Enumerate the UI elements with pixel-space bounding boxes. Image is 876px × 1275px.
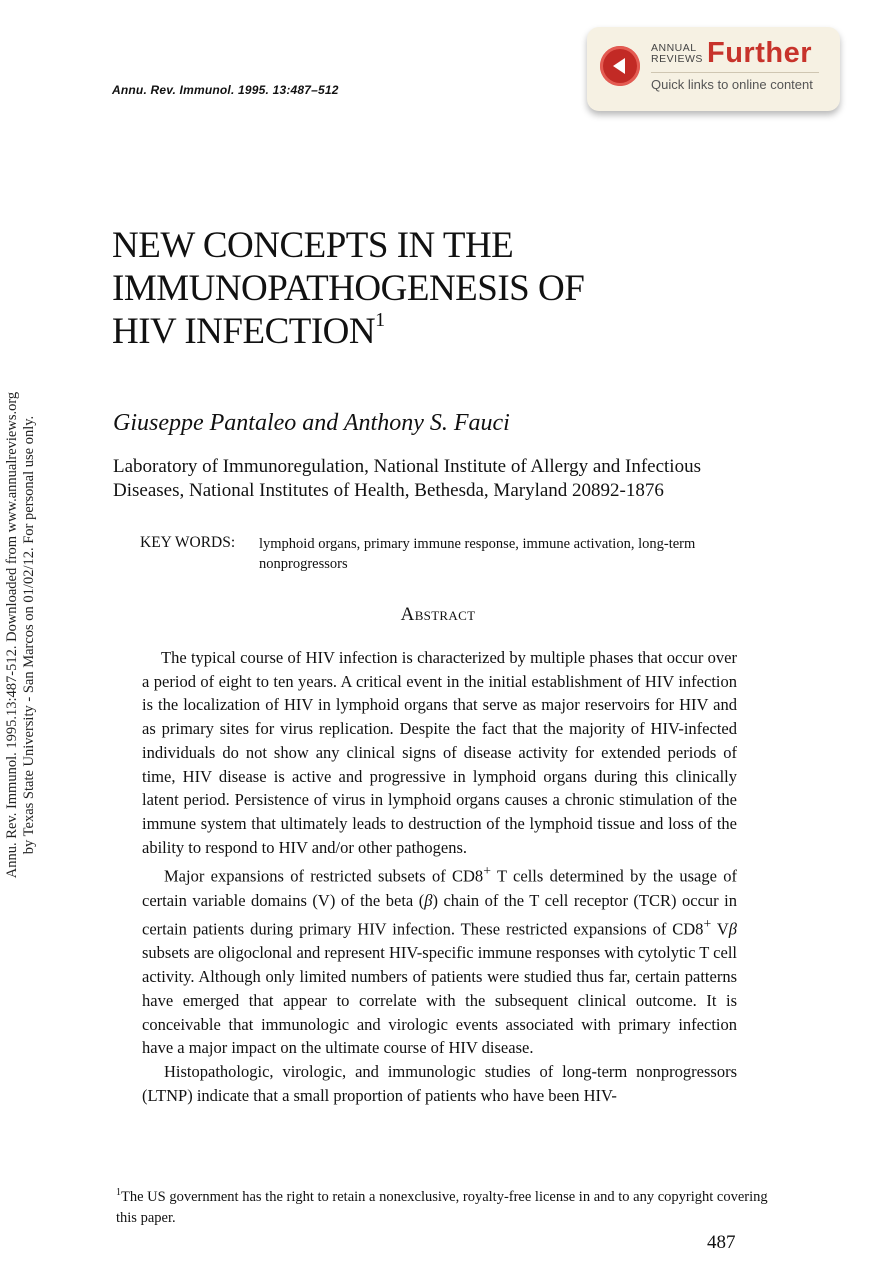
download-notice-line-1: Annu. Rev. Immunol. 1995.13:487-512. Downloaded from www.annualreviews.org	[4, 391, 20, 879]
journal-reference: Annu. Rev. Immunol. 1995. 13:487–512	[112, 83, 339, 97]
title-footnote-mark: 1	[375, 309, 385, 331]
title-line-3: HIV INFECTION	[112, 311, 376, 352]
footnote	[116, 1182, 771, 1229]
superscript-plus: +	[483, 863, 491, 879]
download-notice-line-2: by Texas State University - San Marcos on 01/02/12. For personal use only.	[21, 415, 37, 855]
abstract-body	[142, 646, 737, 1107]
further-links-badge[interactable]	[587, 27, 840, 111]
footnote-mark: 1	[116, 1187, 121, 1198]
play-back-icon	[600, 46, 640, 86]
abstract-heading: Abstract	[400, 604, 476, 625]
keywords-list: lymphoid organs, primary immune response, immune activation, long-term nonprogressors	[259, 536, 696, 572]
beta-symbol: β	[728, 919, 737, 939]
title-line-2: IMMUNOPATHOGENESIS OF	[112, 268, 585, 309]
footnote-text: The US government has the right to retain a nonexclusive, royalty-free license in and to any copyright covering this paper.	[116, 1188, 768, 1226]
download-notice	[4, 355, 44, 915]
page-number: 487	[707, 1232, 736, 1253]
authors: Giuseppe Pantaleo and Anthony S. Fauci	[113, 410, 510, 436]
affiliation: Laboratory of Immunoregulation, National Institute of Allergy and Infectious Diseases, National Institutes of Health, Bethesda, Maryland 20892-1876	[113, 456, 701, 501]
text-run: T cells determined by the usage of certain variable domains (V) of the beta (	[142, 866, 737, 910]
title-line-1: NEW CONCEPTS IN THE	[112, 225, 514, 266]
beta-symbol: β	[424, 890, 433, 910]
annual-reviews-wordmark	[651, 43, 703, 65]
further-tagline: Quick links to online content	[651, 77, 813, 92]
text-run: Major expansions of restricted subsets of CD8	[164, 866, 484, 886]
reviews-label: REVIEWS	[651, 53, 703, 65]
abstract-paragraph-2	[142, 859, 737, 1060]
superscript-plus: +	[703, 916, 712, 932]
abstract-paragraph-3: Histopathologic, virologic, and immunologic studies of long-term nonprogressors (LTNP) indicate that a small proportion of patients who have been HIV-	[142, 1061, 737, 1105]
text-run: subsets are oligoclonal and represent HIV-specific immune responses with cytolytic T cell activity. Although only limited numbers of patients were studied thus far, certain patterns have emerged that appear to correlate with the subsequent clinical outcome. It is conceivable that immunologic and virologic events associated with primary infection have a major impact on the ultimate course of HIV disease.	[142, 943, 737, 1058]
badge-divider	[651, 72, 819, 73]
abstract-paragraph-1: The typical course of HIV infection is characterized by multiple phases that occur over a period of eight to ten years. A critical event in the initial establishment of HIV infection is the localization of HIV in lymphoid organs that serve as major reservoirs for HIV and as primary sites for virus replication. Despite the fact that the majority of HIV-infected individuals do not show any clinical signs of disease activity for extended periods of time, HIV disease is active and progressive in lymphoid organs during this clinically latent period. Persistence of virus in lymphoid organs causes a chronic stimulation of the immune system that ultimately leads to destruction of the lymphoid tissue and loss of the ability to respond to HIV and/or other pathogens.	[142, 648, 737, 857]
text-run: V	[711, 919, 729, 939]
text-run: ) chain of the T cell receptor (TCR) occur in certain patients during primary HIV infection. These restricted expansions of CD8	[142, 890, 737, 939]
annual-label: ANNUAL	[651, 42, 697, 54]
further-label: Further	[707, 37, 812, 69]
article-title	[112, 224, 584, 353]
keywords-label: KEY WORDS:	[140, 534, 236, 551]
